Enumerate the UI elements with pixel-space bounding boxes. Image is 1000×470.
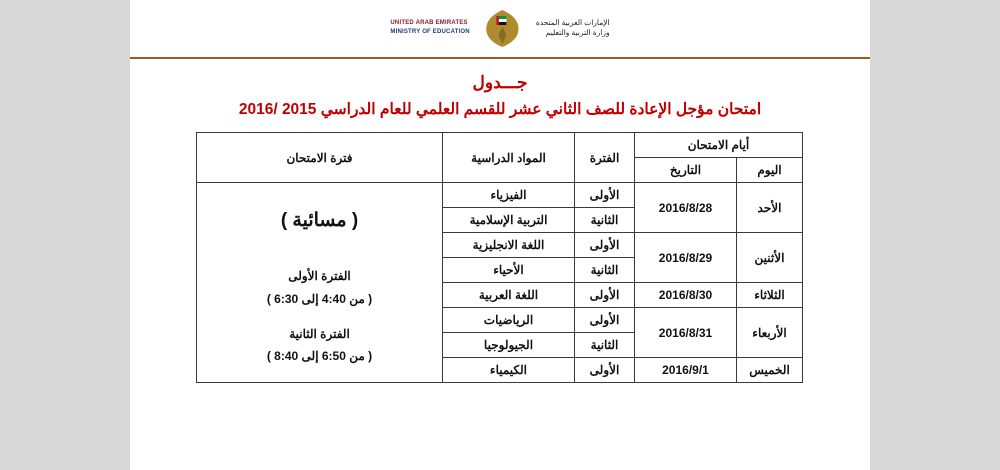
cell-subject: الفيزياء (442, 183, 574, 208)
cell-period: الثانية (574, 208, 634, 233)
logo-ar-line1: الإمارات العربية المتحدة (535, 17, 610, 27)
cell-period: الثانية (574, 333, 634, 358)
header-period: الفترة (574, 133, 634, 183)
cell-day: الأحد (737, 183, 803, 233)
cell-day: الأربعاء (737, 308, 803, 358)
header-subjects: المواد الدراسية (442, 133, 574, 183)
cell-period: الأولى (574, 183, 634, 208)
schedule-table-wrapper (197, 132, 803, 383)
logo-en-line2: MINISTRY OF EDUCATION (390, 29, 470, 35)
exam-schedule-table (196, 132, 803, 383)
cell-period: الأولى (574, 283, 634, 308)
cell-subject: اللغة الانجليزية (442, 233, 574, 258)
document-page (130, 0, 870, 470)
page-subtitle: امتحان مؤجل الإعادة للصف الثاني عشر للقسم العلمي للعام الدراسي 2015 /2016 (238, 101, 762, 118)
exam-time-period2-value: ( من 6:50 إلى 8:40 ) (266, 349, 373, 364)
cell-day: الأثنين (737, 233, 803, 283)
cell-exam-time (196, 183, 442, 383)
logo-text-arabic (536, 18, 610, 38)
cell-date: 2016/9/1 (634, 358, 736, 383)
header-exam-days: أيام الامتحان (634, 133, 802, 158)
document-header (130, 0, 870, 57)
cell-subject: اللغة العربية (442, 283, 574, 308)
uae-falcon-emblem-icon (480, 7, 526, 49)
exam-time-period1-value: ( من 4:40 إلى 6:30 ) (266, 291, 373, 306)
cell-subject: الرياضيات (442, 308, 574, 333)
logo-en-line1: UNITED ARAB EMIRATES (390, 20, 468, 27)
cell-period: الأولى (574, 308, 634, 333)
exam-time-period1-label: الفترة الأولى (288, 268, 351, 283)
cell-date: 2016/8/29 (634, 233, 736, 283)
exam-time-period2-label: الفترة الثانية (289, 326, 350, 341)
page-title: جـــدول (472, 73, 528, 92)
ministry-logo (390, 7, 609, 49)
cell-subject: الجيولوجيا (442, 333, 574, 358)
cell-subject: الكيمياء (442, 358, 574, 383)
cell-subject: التربية الإسلامية (442, 208, 574, 233)
header-day: اليوم (737, 158, 803, 183)
cell-date: 2016/8/31 (634, 308, 736, 358)
table-row (196, 183, 802, 208)
logo-ar-line2: وزارة التربية والتعليم (545, 28, 610, 37)
cell-day: الخميس (737, 358, 803, 383)
header-exam-time: فترة الامتحان (196, 133, 442, 183)
cell-date: 2016/8/28 (634, 183, 736, 233)
table-header-row-1 (196, 133, 802, 158)
cell-period: الأولى (574, 233, 634, 258)
header-date: التاريخ (634, 158, 736, 183)
header-divider (130, 57, 870, 59)
exam-time-session: ( مسائية ) (280, 209, 359, 231)
cell-date: 2016/8/30 (634, 283, 736, 308)
cell-period: الثانية (574, 258, 634, 283)
logo-text-english (390, 19, 469, 36)
cell-subject: الأحياء (442, 258, 574, 283)
cell-day: الثلاثاء (737, 283, 803, 308)
cell-period: الأولى (574, 358, 634, 383)
